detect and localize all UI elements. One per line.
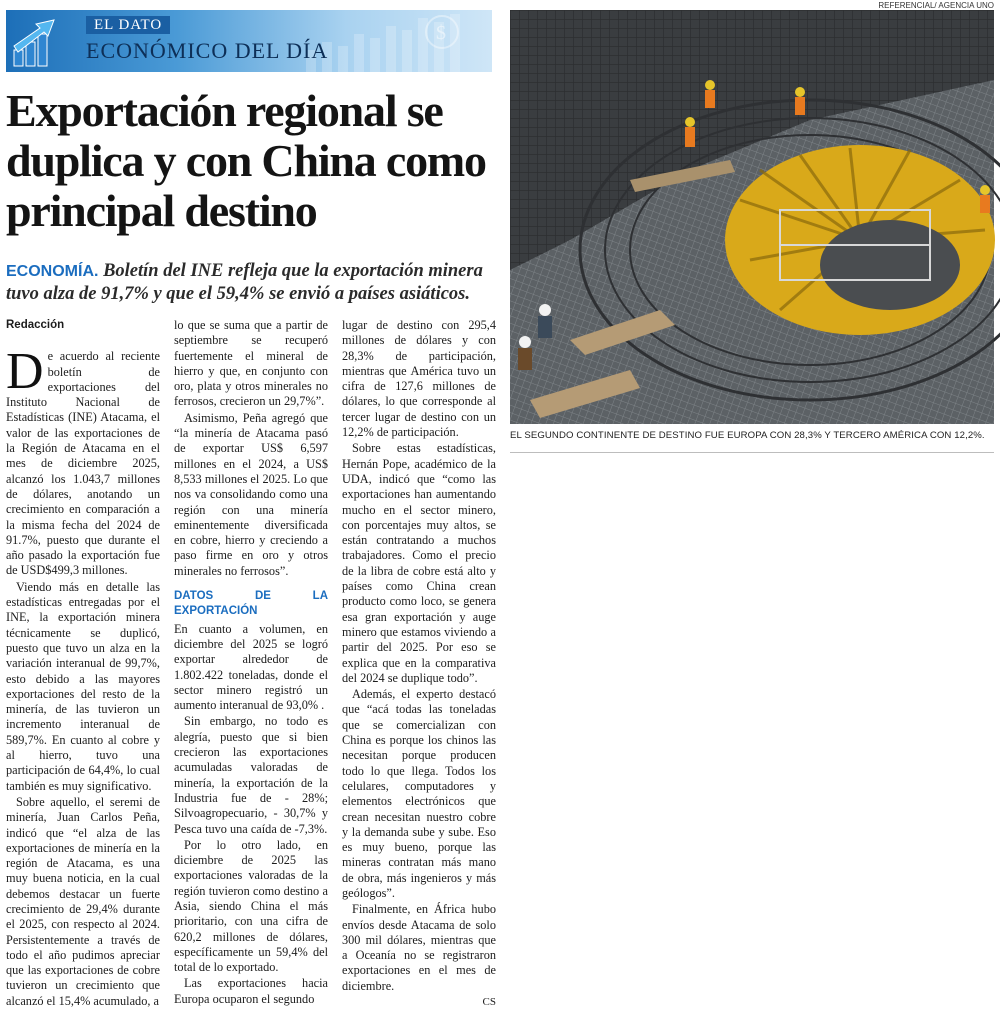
article-column-2 [174, 318, 328, 1008]
svg-text:$: $ [436, 22, 446, 44]
end-mark: CS [482, 996, 496, 1009]
paragraph [6, 343, 160, 578]
rebar-scene-illustration [510, 10, 994, 424]
photo-caption: EL SEGUNDO CONTINENTE DE DESTINO FUE EUROPA CON 28,3% Y TERCERO AMÉRICA CON 12,2%. [510, 430, 985, 441]
paragraph: Las exportaciones hacia Europa ocuparon el segundo [174, 976, 328, 1006]
paragraph: lo que se suma que a partir de septiembre se recuperó fuertemente el mineral de hierro y que, en conjunto con oro, plata y otros minerales no ferrosos, crecieron un 29,7%”. [174, 318, 328, 409]
article-headline: Exportación regional se duplica y con China como principal destino [6, 85, 486, 236]
mining-construction-photo [510, 10, 994, 424]
growth-arrow-icon [10, 16, 74, 68]
caption-divider [510, 452, 994, 453]
banner-title: ECONÓMICO DEL DÍA [86, 38, 329, 63]
paragraph: En cuanto a volumen, en diciembre del 2025 se logró exportar alrededor de 1.802.422 toneladas, donde el sector minero registró un aumento interanual de 93,0% . [174, 621, 328, 713]
paragraph: Viendo más en detalle las estadísticas entregadas por el INE, la exportación minera técnicamente se duplicó, puesto que tuvo un alza en la variación interanual de 99,7%, esto debido a las mayores exportaciones del resto de la minería, de las tuvieron un incremento interanual de 589,7%. En cuanto al cobre y al hierro, tuvo una participación de 64,4%, lo cual también es muy significativo. [6, 579, 160, 793]
paragraph: Sin embargo, no todo es alegría, puesto que si bien crecieron las exportaciones acumuladas valoradas de minería, la exportación de la Industria fue de - 28%; Silvoagropecuario, - 30,7% y Pesca tuvo una caída de -7,3%. [174, 714, 328, 836]
article-column-1 [6, 318, 160, 1010]
dropcap: D [6, 343, 44, 401]
section-subhead: DATOS DE LA EXPORTACIÓN [174, 590, 328, 618]
paragraph: Sobre aquello, el seremi de minería, Juan Carlos Peña, indicó que “el alza de las exportaciones de minería en la región de Atacama, es una muy buena noticia, en la cual debemos destacar un fuerte crecimiento de 29,4% durante el 2025, con respecto al 2024. Persistentemente a través de todo el año pudimos apreciar que las exportaciones de cobre tuvieron un crecimiento que alcanzó el 15,4% acumulado, a [6, 794, 160, 1008]
paragraph: lugar de destino con 295,4 millones de dólares y con 28,3% de participación, mientras que América tuvo un cifra de 127,6 millones de dólares, lo que corresponde al tercer lugar de destino con un 12,2% de participación. [342, 318, 496, 440]
paragraph: Asimismo, Peña agregó que “la minería de Atacama pasó de exportar US$ 6,597 millones en el 2024, a US$ 8,533 millones el 2025. Lo que nos va consolidando como una región con una minería eminentemente diversificada en cobre, hierro y creciendo a paso firme en oro y otros minerales no ferrosos”. [174, 410, 328, 578]
paragraph-text: e acuerdo al reciente boletín de exportaciones del Instituto Nacional de Estadísticas (INE) Atacama, el valor de las exportaciones de la Región de Atacama en el mes de diciembre 2025, alcanzó los 1.043,7 millones de dólares, anotando un crecimiento en comparación a la misma fecha del 2024 de 91.7%, puesto que durante el año pasado la exportación fue de USD$499,3 millones. [6, 349, 160, 578]
lead-kicker: ECONOMÍA. [6, 263, 99, 280]
paragraph: Finalmente, en África hubo envíos desde Atacama de solo 300 mil dólares, mientras que a Oceanía no se registraron exportaciones en el mes de diciembre. [342, 902, 496, 993]
article-author: Redacción [6, 319, 65, 331]
article-lead [6, 260, 496, 305]
photo-credit: REFERENCIAL/ AGENCIA UNO [878, 1, 994, 10]
section-banner [6, 10, 492, 72]
paragraph: Por lo otro lado, en diciembre de 2025 las exportaciones valoradas de la región tuvieron como destino a Asia, siendo China el más prioritario, con una cifra de 620,2 millones de dólares, específicamente un 59,4% del total de lo exportado. [174, 837, 328, 975]
lead-text: Boletín del INE refleja que la exportación minera tuvo alza de 91,7% y que el 59,4% se envió a países asiáticos. [6, 261, 483, 304]
paragraph: Además, el experto destacó que “acá todas las toneladas que se comercializan con China es porque los chinos las necesitan porque producen todo lo que llega. Todos los celulares, computadores y elementos electrónicos que crean necesitan nuestro cobre y la demanda sube y sube. Eso es muy bueno, porque las mineras contratan más mano de obra, más ingenieros y más geólogos”. [342, 687, 496, 900]
article-column-3 [342, 318, 496, 1010]
paragraph: Sobre estas estadísticas, Hernán Pope, académico de la UDA, indicó que “como las exportaciones han aumentando mucho en el sector minero, con porcentajes muy altos, se están contratando a muchos trabajadores. Como el precio de la libra de cobre está alto y países como China crean producto como loco, se genera esa gran exportación y auge minero que estamos viviendo a partir del 2025. Por eso se explica que en la comparativa del 2024 se duplique todo”. [342, 441, 496, 685]
banner-tag: EL DATO [86, 16, 170, 34]
